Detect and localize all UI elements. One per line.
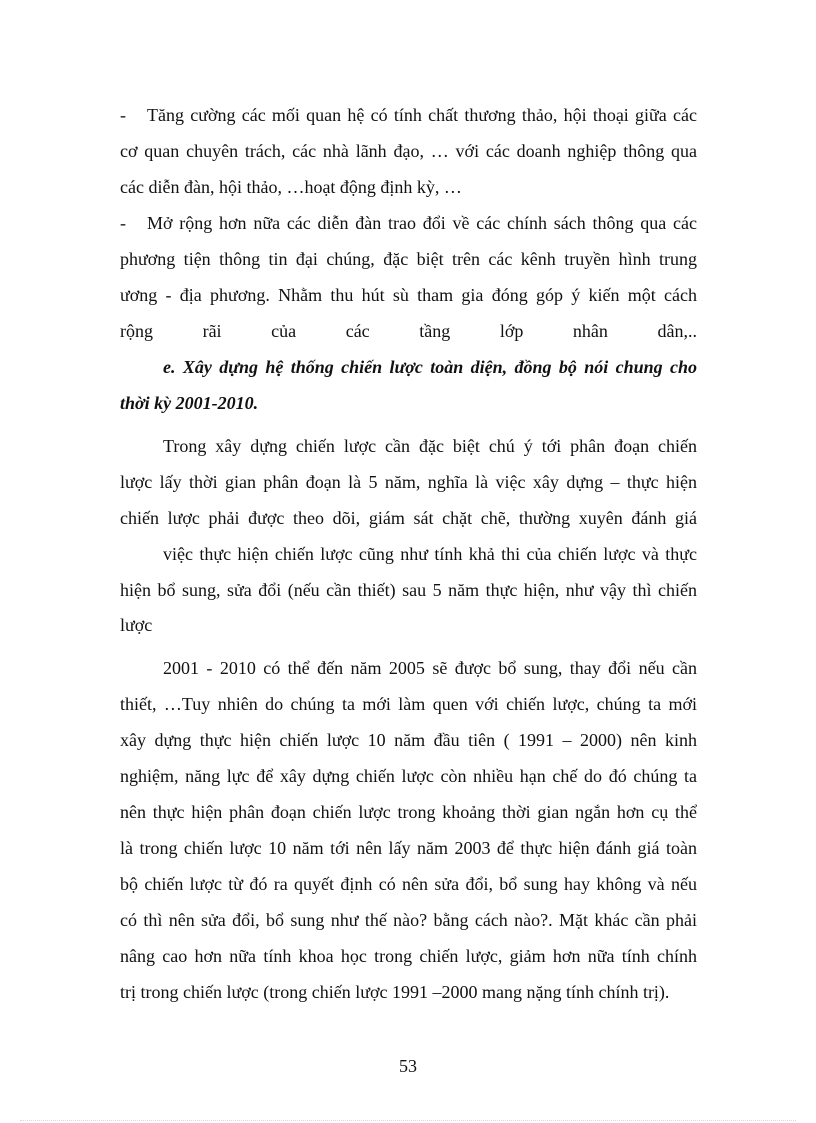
- bullet-line: Mở rộng hơn nữa các diễn đàn trao đổi về các chính sách thông qua các: [147, 213, 697, 233]
- page-bottom-divider: [20, 1120, 796, 1121]
- bullet-line: các diễn đàn, hội thảo, …hoạt động định kỳ, …: [120, 177, 462, 197]
- paragraph-line: có thì nên sửa đổi, bổ sung như thế nào? bằng cách nào?. Mặt khác cần phải: [120, 910, 697, 930]
- bullet-line: ương - địa phương. Nhằm thu hút sù tham gia đóng góp ý kiến một cách: [120, 285, 697, 305]
- paragraph-line: việc thực hiện chiến lược cũng như tính khả thi của chiến lược và thực: [163, 544, 697, 564]
- bullet-line: Tăng cường các mối quan hệ có tính chất thương thảo, hội thoại giữa các: [147, 105, 697, 125]
- bullet-line: phương tiện thông tin đại chúng, đặc biệt trên các kênh truyền hình trung: [120, 249, 697, 269]
- paragraph-line: nâng cao hơn nữa tính khoa học trong chiến lược, giảm hơn nữa tính chính: [120, 946, 697, 966]
- paragraph-line: nghiệm, năng lực để xây dựng chiến lược còn nhiều hạn chế do đó chúng ta: [120, 766, 697, 786]
- section-heading: e. Xây dựng hệ thống chiến lược toàn diện, đồng bộ nói chung cho: [163, 357, 697, 377]
- section-heading: thời kỳ 2001-2010.: [120, 393, 259, 413]
- paragraph-line: là trong chiến lược 10 năm tới nên lấy năm 2003 để thực hiện đánh giá toàn: [120, 838, 697, 858]
- paragraph-line: thiết, …Tuy nhiên do chúng ta mới làm quen với chiến lược, chúng ta mới: [120, 694, 697, 714]
- paragraph-line: xây dựng thực hiện chiến lược 10 năm đầu tiên ( 1991 – 2000) nên kinh: [120, 730, 697, 750]
- paragraph-line: 2001 - 2010 có thể đến năm 2005 sẽ được bổ sung, thay đổi nếu cần: [163, 658, 697, 678]
- paragraph-line: trị trong chiến lược (trong chiến lược 1991 –2000 mang nặng tính chính trị).: [120, 982, 670, 1002]
- paragraph-line: chiến lược phải được theo dõi, giám sát chặt chẽ, thường xuyên đánh giá: [120, 508, 697, 528]
- bullet-line: rộng rãi của các tầng lớp nhân dân,..: [120, 321, 697, 341]
- paragraph-line: bộ chiến lược từ đó ra quyết định có nên sửa đổi, bổ sung hay không và nếu: [120, 874, 697, 894]
- paragraph-line: Trong xây dựng chiến lược cần đặc biệt chú ý tới phân đoạn chiến: [163, 436, 697, 456]
- bullet-marker: -: [120, 105, 126, 125]
- page-number: 53: [399, 1056, 417, 1076]
- paragraph-line: lược lấy thời gian phân đoạn là 5 năm, nghĩa là việc xây dựng – thực hiện: [120, 472, 697, 492]
- bullet-marker: -: [120, 213, 126, 233]
- paragraph-line: hiện bổ sung, sửa đổi (nếu cần thiết) sau 5 năm thực hiện, như vậy thì chiến: [120, 580, 697, 600]
- paragraph-line: lược: [120, 615, 153, 635]
- paragraph-line: nên thực hiện phân đoạn chiến lược trong khoảng thời gian ngắn hơn cụ thể: [120, 802, 697, 822]
- bullet-line: cơ quan chuyên trách, các nhà lãnh đạo, … với các doanh nghiệp thông qua: [120, 141, 697, 161]
